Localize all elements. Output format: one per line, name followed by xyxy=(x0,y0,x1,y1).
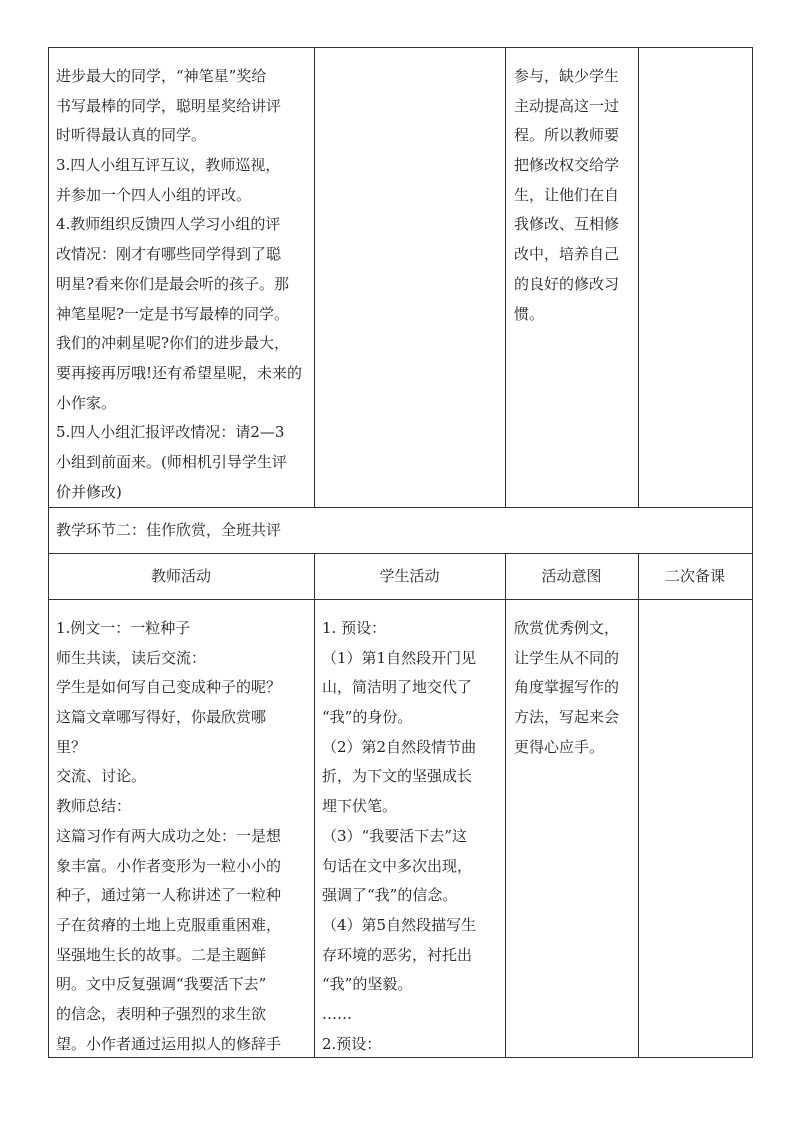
text-line: 子在贫瘠的土地上克服重重困难， xyxy=(56,915,282,934)
text-line: 小组到前面来。(师相机引导学生评 xyxy=(56,452,287,471)
text-line: “我”的身份。 xyxy=(322,708,413,727)
col-divider-1-bottom xyxy=(314,553,315,1058)
text-line: “我”的坚毅。 xyxy=(322,975,413,994)
text-line: 山，简洁明了地交代了 xyxy=(322,678,473,697)
text-line: 1.例文一：一粒种子 xyxy=(56,619,191,637)
col-divider-2-top xyxy=(505,47,506,507)
section-title: 教学环节二：佳作欣赏，全班共评 xyxy=(56,521,282,539)
text-line: 惯。 xyxy=(514,304,545,323)
table-right-border xyxy=(752,47,753,1058)
text-line: 埋下伏笔。 xyxy=(322,797,398,816)
text-line: 神笔星呢?一定是书写最棒的同学。 xyxy=(56,304,290,323)
activity-intent-cell-2 xyxy=(514,614,619,762)
text-line: 书写最棒的同学，聪明星奖给讲评 xyxy=(56,96,282,115)
col-divider-1-top xyxy=(314,47,315,507)
text-line: 生，让他们在自 xyxy=(514,185,620,204)
table-left-border xyxy=(48,47,49,1058)
header-teacher-activity: 教师活动 xyxy=(150,567,211,585)
text-line: 教师总结： xyxy=(56,797,132,816)
text-line: 2.预设： xyxy=(322,1034,382,1053)
teacher-activity-cell-1 xyxy=(56,62,302,507)
text-line: …… xyxy=(322,1004,352,1023)
text-line: （2）第2自然段情节曲 xyxy=(322,737,477,756)
teacher-activity-cell-2 xyxy=(56,614,281,1059)
text-line: 师生共读，读后交流： xyxy=(56,648,207,667)
table-top-border xyxy=(48,47,753,48)
text-line: 改中，培养自己 xyxy=(514,245,620,264)
text-line: 存环境的恶劣，衬托出 xyxy=(322,945,473,964)
text-line: 4.教师组织反馈四人学习小组的评 xyxy=(56,215,281,234)
text-line: 交流、讨论。 xyxy=(56,767,147,786)
activity-intent-cell-1 xyxy=(514,62,619,329)
text-line: 这篇习作有两大成功之处：一是想 xyxy=(56,826,282,845)
text-line: 更得心应手。 xyxy=(514,737,605,756)
text-line: 并参加一个四人小组的评改。 xyxy=(56,185,252,204)
text-line: 望。小作者通过运用拟人的修辞手 xyxy=(56,1034,282,1053)
text-line: 让学生从不同的 xyxy=(514,648,620,667)
text-line: （4）第5自然段描写生 xyxy=(322,915,477,934)
text-line: 进步最大的同学，“神笔星”奖给 xyxy=(56,67,267,85)
col-divider-2-bottom xyxy=(505,553,506,1058)
text-line: 象丰富。小作者变形为一粒小小的 xyxy=(56,856,282,875)
text-line: 主动提高这一过 xyxy=(514,96,620,115)
text-line: 坚强地生长的故事。二是主题鲜 xyxy=(56,945,267,964)
col-divider-3-bottom xyxy=(638,553,639,1058)
text-line: 要再接再厉哦!还有希望星呢，未来的 xyxy=(56,363,303,382)
text-line: （3）“我要活下去”这 xyxy=(322,826,467,845)
text-line: 角度掌握写作的 xyxy=(514,678,620,697)
text-line: 种子，通过第一人称讲述了一粒种 xyxy=(56,886,282,905)
text-line: 学生是如何写自己变成种子的呢？ xyxy=(56,678,282,697)
text-line: 里？ xyxy=(56,737,87,756)
student-activity-cell-2 xyxy=(322,614,476,1059)
text-line: 强调了“我”的信念。 xyxy=(322,886,458,905)
text-line: （1）第1自然段开门见 xyxy=(322,648,477,667)
text-line: 方法，写起来会 xyxy=(514,708,620,727)
text-line: 3.四人小组互评互议，教师巡视， xyxy=(56,156,281,175)
text-line: 5.四人小组汇报评改情况：请2—3 xyxy=(56,423,285,442)
header-row-bottom-border xyxy=(48,599,753,600)
text-line: 的良好的修改习 xyxy=(514,274,620,293)
text-line: 句话在文中多次出现， xyxy=(322,856,473,875)
header-activity-intent: 活动意图 xyxy=(541,567,602,585)
text-line: 欣赏优秀例文， xyxy=(514,619,620,637)
text-line: 的信念，表明种子强烈的求生欲 xyxy=(56,1004,267,1023)
text-line: 价并修改) xyxy=(56,482,122,501)
text-line: 明。文中反复强调“我要活下去” xyxy=(56,975,267,994)
header-row-top-border xyxy=(48,553,753,554)
text-line: 我修改、互相修 xyxy=(514,215,620,234)
text-line: 1. 预设： xyxy=(322,619,387,637)
text-line: 我们的冲刺星呢?你们的进步最大， xyxy=(56,334,290,353)
header-second-preparation: 二次备课 xyxy=(664,567,725,585)
text-line: 改情况：刚才有哪些同学得到了聪 xyxy=(56,245,282,264)
text-line: 程。所以教师要 xyxy=(514,126,620,145)
text-line: 参与，缺少学生 xyxy=(514,67,620,85)
text-line: 把修改权交给学 xyxy=(514,156,620,175)
text-line: 这篇文章哪写得好，你最欣赏哪 xyxy=(56,708,267,727)
text-line: 小作家。 xyxy=(56,393,117,412)
header-student-activity: 学生活动 xyxy=(379,567,440,585)
text-line: 明星?看来你们是最会听的孩子。那 xyxy=(56,274,290,293)
text-line: 折，为下文的坚强成长 xyxy=(322,767,473,786)
text-line: 时听得最认真的同学。 xyxy=(56,126,207,145)
col-divider-3-top xyxy=(638,47,639,507)
